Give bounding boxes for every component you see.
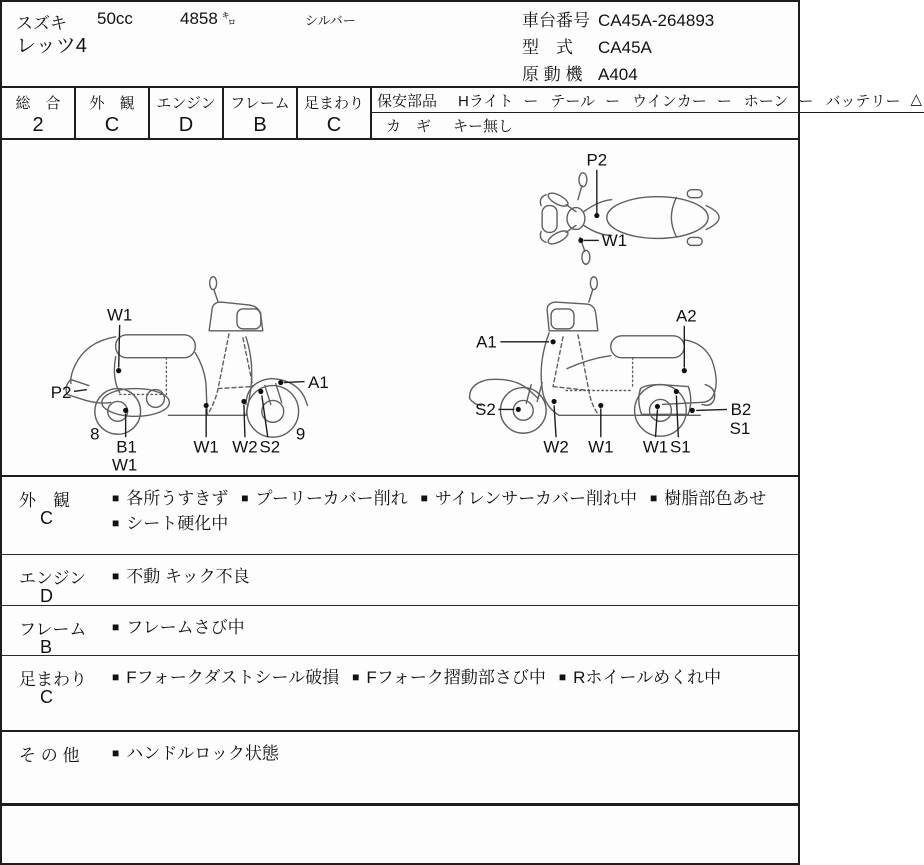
note-grade: B [40,637,53,657]
safety-item-name: Hライト [458,92,514,110]
key-value: キー無し [453,118,514,135]
damage-code-label: W1 [193,437,219,457]
damage-code-label: 9 [295,424,306,444]
note-item: ■ ハンドルロック状態 [112,744,279,763]
damage-code-label: B1 [116,437,137,457]
damage-code-label: P2 [50,382,72,402]
mileage-unit: ㌔ [221,11,236,27]
leader-line [554,405,556,437]
damage-point-dot [655,404,660,409]
scooter-right-side-view [66,277,307,438]
safety-item-taillight [550,90,620,111]
maker-name: スズキ [16,14,67,33]
damage-point-dot [578,238,583,243]
damage-code-label: B2 [730,399,752,419]
bullet-icon: ■ [112,569,120,583]
damage-code-label: S2 [259,437,281,457]
note-row-frame [2,606,798,656]
note-item: ■ Rホイールめくれ中 [558,668,722,687]
damage-point-dot [241,399,246,404]
key-label: カ ギ [386,118,432,135]
chassis-number-value: CA45A-264893 [598,11,715,30]
note-grade: C [40,687,53,707]
safety-item-name: テール [550,92,596,110]
note-items [112,742,792,767]
safety-item-name: バッテリー [825,92,901,110]
damage-code-label: W1 [642,437,669,457]
note-item: ■ フレームさび中 [112,618,245,637]
damage-code-label: A1 [476,332,497,352]
note-items [112,565,792,590]
note-label: そ の 他 [19,746,80,765]
damage-code-label: S1 [729,418,751,438]
safety-item-battery [825,90,924,111]
grade-label: フレーム [230,95,290,112]
scooter-top-view [540,173,719,264]
safety-item-status: ー [605,92,621,110]
grade-label: 総 合 [15,95,61,112]
note-row-engine [2,555,798,606]
engine-code-row [522,61,714,88]
note-items [112,666,792,691]
chassis-number-label: 車台番号 [522,11,590,30]
safety-item-winker [632,90,732,111]
engine-code-label: 原 動 機 [522,65,583,84]
leader-line [74,390,87,392]
bullet-icon: ■ [649,491,658,505]
damage-diagram [2,140,798,477]
note-row-other [2,732,798,806]
damage-code-label: W2 [543,437,569,457]
damage-point-dot [674,389,679,394]
note-label: エンジン [19,569,87,588]
damage-point-dot [551,399,556,404]
damage-point-dot [123,408,128,413]
damage-code-label: W2 [232,437,258,457]
leader-line [119,325,120,368]
safety-item-status: ー [798,92,814,110]
damage-code-label: 8 [90,424,100,444]
damage-code-label: W1 [111,455,138,475]
safety-item-headlight [458,90,538,111]
empty-footer-row [2,806,798,863]
chassis-number-row [522,7,714,34]
damage-code-label: P2 [586,150,608,170]
damage-code-label: W1 [601,230,628,250]
leader-line [696,409,727,410]
note-item: ■ 各所うすきず [112,489,229,508]
bullet-icon: ■ [112,620,120,634]
engine-code-value: A404 [598,65,638,84]
safety-item-status: △ [910,90,922,108]
grade-cell-frame [224,88,298,138]
vehicle-codes [522,7,714,88]
grade-cell-total [2,88,76,138]
damage-point-dot [116,368,121,373]
safety-parts-row [372,88,924,113]
bullet-icon: ■ [112,746,120,760]
mileage-value: 4858 [180,9,218,28]
grade-table [2,88,922,140]
grade-label: 外 観 [89,95,135,112]
scooter-left-side-view [470,277,717,437]
safety-item-name: ウインカー [632,92,707,110]
header [2,2,798,88]
grade-value: 2 [32,114,44,136]
note-item: ■ プーリーカバー削れ [241,489,408,508]
key-row [372,113,924,138]
note-items [112,487,792,536]
bullet-icon: ■ [112,670,120,684]
bullet-icon: ■ [558,670,567,684]
safety-item-name: ホーン [743,92,789,110]
leader-line [655,409,657,437]
model-name: レッツ4 [16,35,87,57]
damage-code-label: S1 [670,437,691,457]
damage-point-dot [594,213,599,218]
model-code-row [522,34,714,61]
note-label: フレーム [19,620,87,639]
bullet-icon: ■ [352,670,360,684]
note-grade: D [40,586,53,606]
damage-point-dot [258,389,263,394]
grade-value: D [178,114,194,136]
safety-parts-cell [372,88,924,138]
damage-point-dot [598,403,603,408]
safety-item-horn [744,90,814,111]
safety-item-status: ー [716,92,732,110]
body-color: シルバー [305,13,356,28]
grade-cell-undercarriage [298,88,372,138]
note-row-exterior [2,477,798,555]
damage-code-label: A1 [308,373,329,393]
leader-line [244,404,245,437]
grade-value: B [253,114,267,136]
note-grade: C [40,508,53,528]
model-code-label: 型 式 [522,38,573,57]
note-row-undercarriage [2,656,798,732]
grade-label: エンジン [156,95,216,112]
note-item: ■ 不動 キック不良 [112,567,250,586]
note-item: ■ サイレンサーカバー削れ中 [420,489,637,508]
damage-diagram-svg [2,140,798,475]
note-item: ■ Fフォークダストシール破損 [112,668,340,687]
bullet-icon: ■ [112,491,120,505]
note-item: ■ 樹脂部色あせ [649,489,767,508]
mileage [180,9,236,29]
damage-point-dot [551,339,556,344]
grade-cell-exterior [76,88,150,138]
bullet-icon: ■ [420,491,428,505]
damage-point-dot [682,368,687,373]
note-items [112,616,792,641]
grade-label: 足まわり [303,95,364,112]
displacement: 50cc [97,9,133,28]
damage-code-label: W1 [588,437,614,457]
note-label: 足まわり [19,670,87,689]
leader-line [284,382,305,383]
grade-cell-engine [150,88,224,138]
damage-code-label: A2 [675,306,697,326]
safety-item-status: ー [523,92,539,110]
grade-value: C [104,114,120,136]
damage-code-label: W1 [107,305,133,325]
grade-value: C [326,114,342,136]
damage-annotations [51,150,752,474]
bullet-icon: ■ [112,515,120,530]
note-label: 外 観 [19,491,70,510]
damage-point-dot [516,407,521,412]
damage-code-label: S2 [475,399,496,419]
note-item: ■ シート硬化中 [112,513,229,533]
note-item: ■ Fフォーク摺動部さび中 [352,668,546,687]
safety-parts-title: 保安部品 [377,92,438,110]
damage-point-dot [278,380,283,385]
bullet-icon: ■ [241,491,249,505]
damage-point-dot [204,403,209,408]
model-code-value: CA45A [598,38,652,57]
damage-point-dot [690,408,695,413]
